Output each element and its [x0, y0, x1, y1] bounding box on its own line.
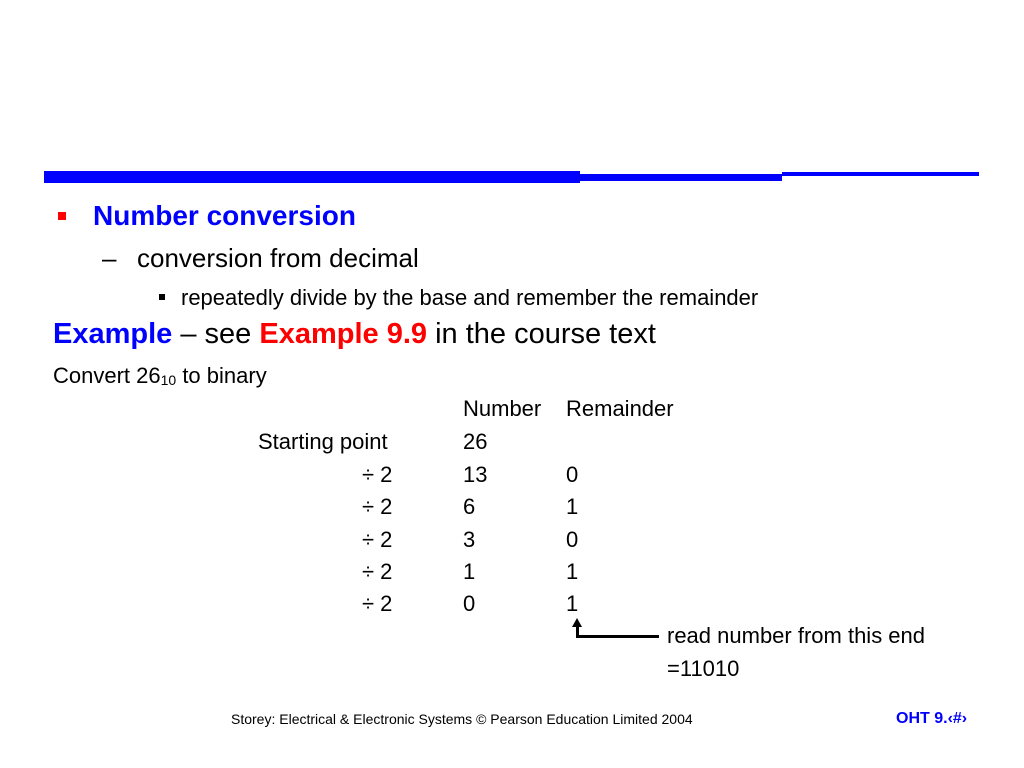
header-rule-medium: [580, 174, 782, 181]
row-op: ÷ 2: [362, 559, 393, 584]
row-remainder: 0: [566, 462, 579, 487]
example-line: [53, 318, 656, 351]
bullet-square-icon: [58, 212, 66, 220]
row-remainder: 0: [566, 527, 579, 552]
row-number: 0: [463, 591, 476, 616]
annotation-result: =11010: [667, 656, 740, 681]
bullet-heading: Number conversion: [93, 200, 356, 231]
row-number: 6: [463, 494, 476, 519]
col-header-number: Number: [463, 396, 542, 421]
annotation-read-direction: read number from this end: [667, 623, 926, 648]
convert-line: [53, 363, 267, 389]
header-rule-thick: [44, 171, 580, 183]
start-label: Starting point: [258, 429, 388, 454]
col-header-remainder: Remainder: [566, 396, 674, 421]
example-ref: Example 9.9: [259, 318, 428, 350]
row-op: ÷ 2: [362, 591, 393, 616]
row-remainder: 1: [566, 559, 579, 584]
start-number: 26: [463, 429, 488, 454]
convert-prefix: Convert 26: [53, 363, 161, 388]
example-end: in the course text: [427, 318, 656, 350]
slide-number: OHT 9.‹#›: [896, 710, 968, 727]
example-label: Example: [53, 318, 173, 350]
sub-sub-bullet-text: repeatedly divide by the base and remember the remainder: [181, 285, 759, 310]
convert-suffix: to binary: [176, 363, 267, 388]
row-number: 3: [463, 527, 476, 552]
sub-sub-bullet-icon: [159, 294, 165, 300]
row-remainder: 1: [566, 591, 579, 616]
convert-subscript: 10: [160, 372, 177, 388]
example-mid: – see: [172, 318, 260, 350]
sub-bullet-dash: –: [102, 243, 117, 273]
row-op: ÷ 2: [362, 462, 393, 487]
header-rule-thin: [782, 172, 979, 176]
footer-credit: Storey: Electrical & Electronic Systems © Pearson Education Limited 2004: [231, 711, 693, 727]
row-number: 1: [463, 559, 476, 584]
row-remainder: 1: [566, 494, 579, 519]
row-number: 13: [463, 462, 488, 487]
row-op: ÷ 2: [362, 527, 393, 552]
arrow-shaft-horizontal: [577, 635, 659, 638]
row-op: ÷ 2: [362, 494, 393, 519]
sub-bullet-text: conversion from decimal: [137, 243, 419, 273]
